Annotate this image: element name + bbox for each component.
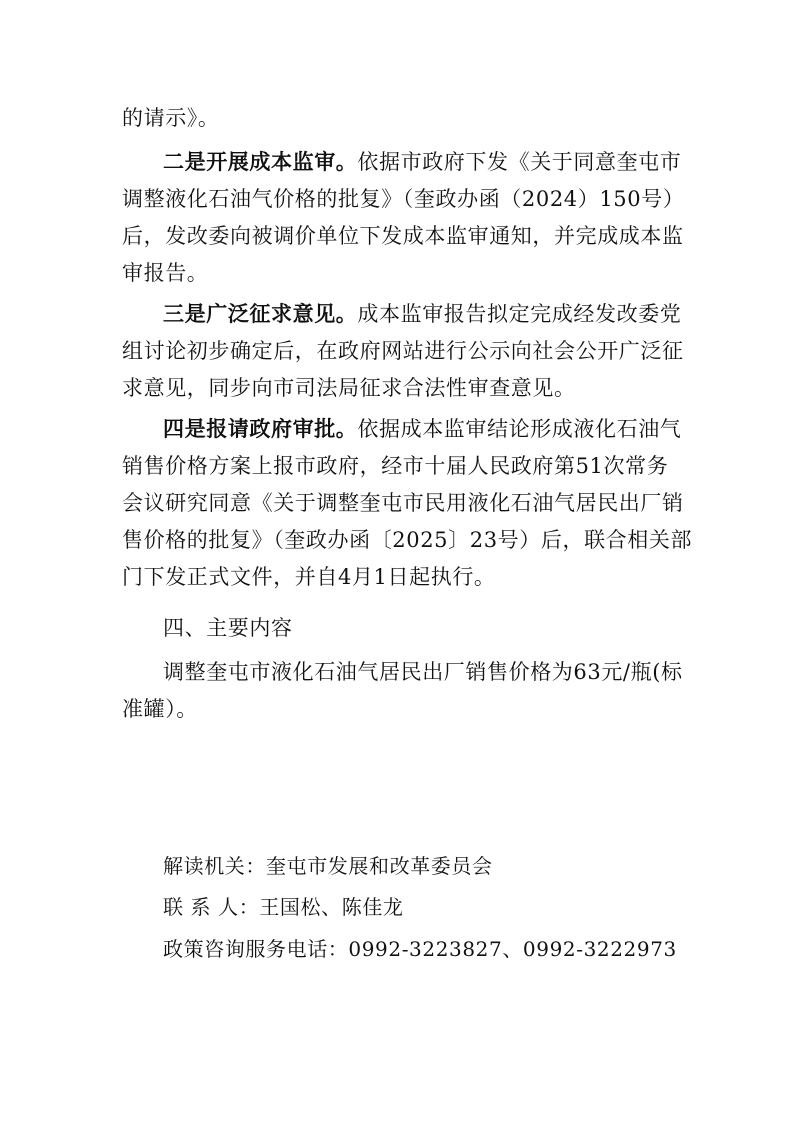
paragraph-line: 销售价格方案上报市政府，经市十届人民政府第51次常务 (122, 454, 669, 478)
paragraph-line: 审报告。 (122, 261, 209, 285)
contact-person: 联 系 人：王国松、陈佳龙 (163, 895, 404, 919)
interpreting-agency: 解读机关：奎屯市发展和改革委员会 (163, 854, 493, 878)
paragraph-line: 后，发改委向被调价单位下发成本监审通知，并完成成本监 (122, 224, 684, 248)
paragraph-line: 门下发正式文件，并自4月1日起执行。 (122, 565, 496, 589)
consultation-phone: 政策咨询服务电话：0992-3223827、0992-3222973 (163, 937, 677, 961)
paragraph-line: 售价格的批复》（奎政办函〔2025〕23号）后，联合相关部 (122, 528, 693, 552)
paragraph-line: 调整液化石油气价格的批复》（奎政办函（2024）150号） (122, 187, 685, 211)
paragraph-tail: 的请示》。 (122, 106, 220, 130)
paragraph-line: 调整奎屯市液化石油气居民出厂销售价格为63元/瓶(标 (163, 660, 683, 684)
paragraph-line: 准罐）。 (122, 697, 198, 721)
paragraph-heading: 三是广泛征求意见。 (163, 302, 358, 326)
paragraph-heading: 四是报请政府审批。 (163, 417, 358, 441)
paragraph-heading: 二是开展成本监审。 (163, 150, 358, 174)
paragraph-government-approval-line-1: 四是报请政府审批。依据成本监审结论形成液化石油气 (163, 417, 682, 441)
paragraph-line: 组讨论初步确定后，在政府网站进行公示向社会公开广泛征 (122, 339, 684, 363)
paragraph-line: 求意见，同步向市司法局征求合法性审查意见。 (122, 376, 576, 400)
paragraph-solicit-opinions-line-1: 三是广泛征求意见。成本监审报告拟定完成经发改委党 (163, 302, 682, 326)
paragraph-line: 会议研究同意《关于调整奎屯市民用液化石油气居民出厂销 (122, 491, 684, 515)
section-heading: 四、主要内容 (163, 616, 293, 640)
paragraph-cost-review-line-1: 二是开展成本监审。依据市政府下发《关于同意奎屯市 (163, 150, 682, 174)
